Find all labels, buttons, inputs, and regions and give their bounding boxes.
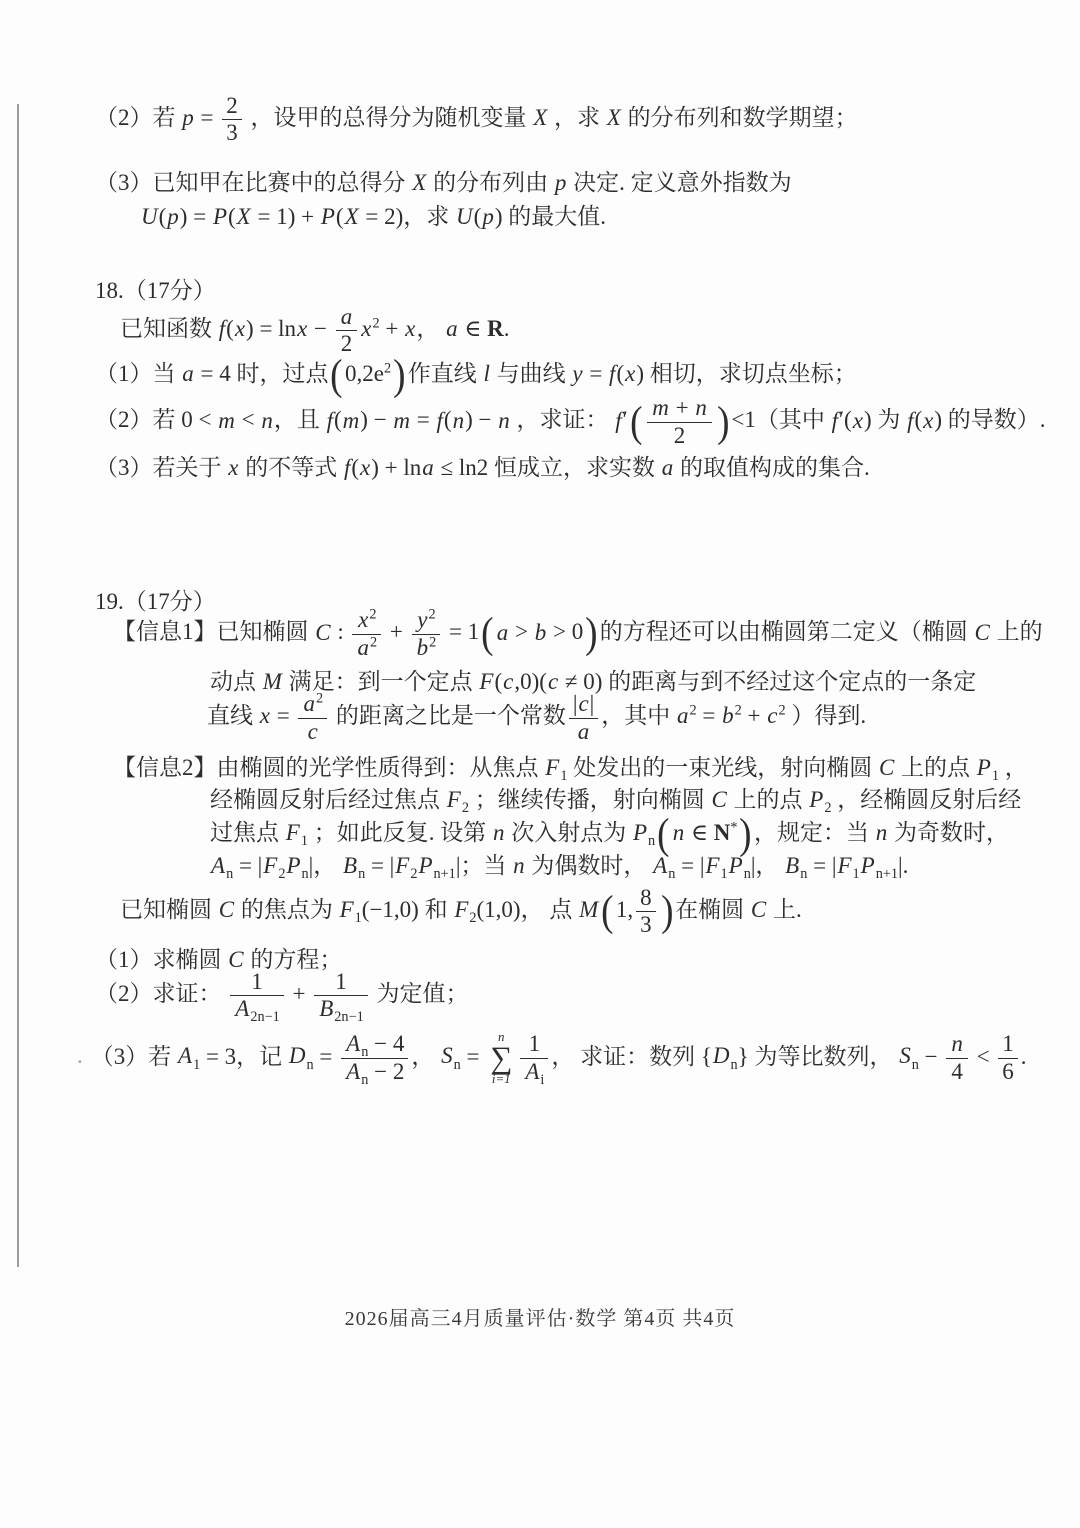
q19-info1-line1: 【信息1】已知椭圆 C : $\frac{x^2}{a^2}$ + $\frac{y^2}{b^2}$ = 1( a > b > 0)的方程还可以由椭圆第二定义（椭圆 C 上的 — [113, 606, 1043, 660]
q18-item2: （2）若 0 < m < n，且 f(m) − m = f(n) − n ，求证： f′( $\frac{m + n}{2}$ )<1（其中 f′(x) 为 f(x) 的导数）. — [95, 395, 1046, 448]
q19-info2-line1: 【信息2】由椭圆的光学性质得到：从焦点 $F_1$ 处发出的一束光线，射向椭圆 C 上的点 $P_1$ ， — [113, 755, 1028, 785]
q19-info1-line3: 直线 x = $\frac{a^2}{c}$ 的距离之比是一个常数 $\frac{|c|}{a}$ ，其中 $a^2 = b^2 + c^2$ ）得到. — [207, 690, 867, 744]
q19-item3: . （3）若 $A_1 = 3$，记 $D_n$ = $\frac{A_n - 4}{A_n - 2}$ ， $S_n$ = n ∑ i=1 $\frac{1}{A_i}$ ， 求证：数列 $\{D_n\}$ 为等比数列， $S_n$ − $\frac{n}{4}$ < $\frac{1}{6}$ . — [77, 1029, 1027, 1088]
q19-info1-line2: 动点 M 满足：到一个定点 F(c,0)(c ≠ 0) 的距离与到不经过这个定点的一条定 — [210, 669, 977, 695]
page-footer: 2026届高三4月质量评估·数学 第4页 共4页 — [344, 1308, 736, 1330]
q19-info2-line4: $A_n = |F_2P_n|$， $B_n = |F_2P_{n+1}|$；当 n 为偶数时， $A_n = |F_1P_n|$， $B_n = |F_1P_{n+1}|$. — [211, 852, 909, 882]
q18-intro: 已知函数 f(x) = lnx − $\frac{a}{2}$ $x^2 + x$， a ∈ R. — [120, 303, 510, 357]
q19-known: 已知椭圆 C 的焦点为 $F_1(-1,0)$ 和 $F_2(1,0)$， 点 M(1, $\frac{8}{3}$ )在椭圆 C 上. — [120, 884, 802, 938]
q19-info2-line3: 过焦点 $F_1$ ；如此反复. 设第 n 次入射点为 $P_n$( n ∈ N*)，规定：当 n 为奇数时， — [210, 810, 1010, 859]
q19-heading: 19.（17分） — [95, 589, 216, 615]
q18-heading: 18.（17分） — [95, 277, 216, 303]
exam-content — [77, 88, 1046, 1088]
left-margin-rule — [17, 104, 19, 1267]
q19-item1: （1）求椭圆 C 的方程； — [95, 946, 343, 972]
q19-info2-line2: 经椭圆反射后经过焦点 $F_2$ ；继续传播，射向椭圆 C 上的点 $P_2$ ，经椭圆反射后经 — [210, 787, 1022, 817]
q19-item2: （2）求证： $\frac{1}{A_{2n-1}}$ + $\frac{1}{B_{2n-1}}$ 为定值； — [95, 968, 469, 1026]
q17-item2: （2）若 p = $\frac{2}{3}$ ，设甲的总得分为随机变量 X ，求 X 的分布列和数学期望； — [95, 93, 858, 146]
q17-item3: （3）已知甲在比赛中的总得分 X 的分布列由 p 决定. 定义意外指数为 — [95, 169, 792, 195]
q17-item3-formula: U(p) = P(X = 1) + P(X = 2)，求 U(p) 的最大值. — [141, 203, 606, 229]
q18-item3: （3）若关于 x 的不等式 f(x) + lna ≤ ln2 恒成立，求实数 a 的取值构成的集合. — [95, 455, 870, 481]
q18-item1: （1）当 a = 4 时，过点$(0,2e^2)$作直线 l 与曲线 y = f(x) 相切，求切点坐标； — [95, 350, 857, 399]
